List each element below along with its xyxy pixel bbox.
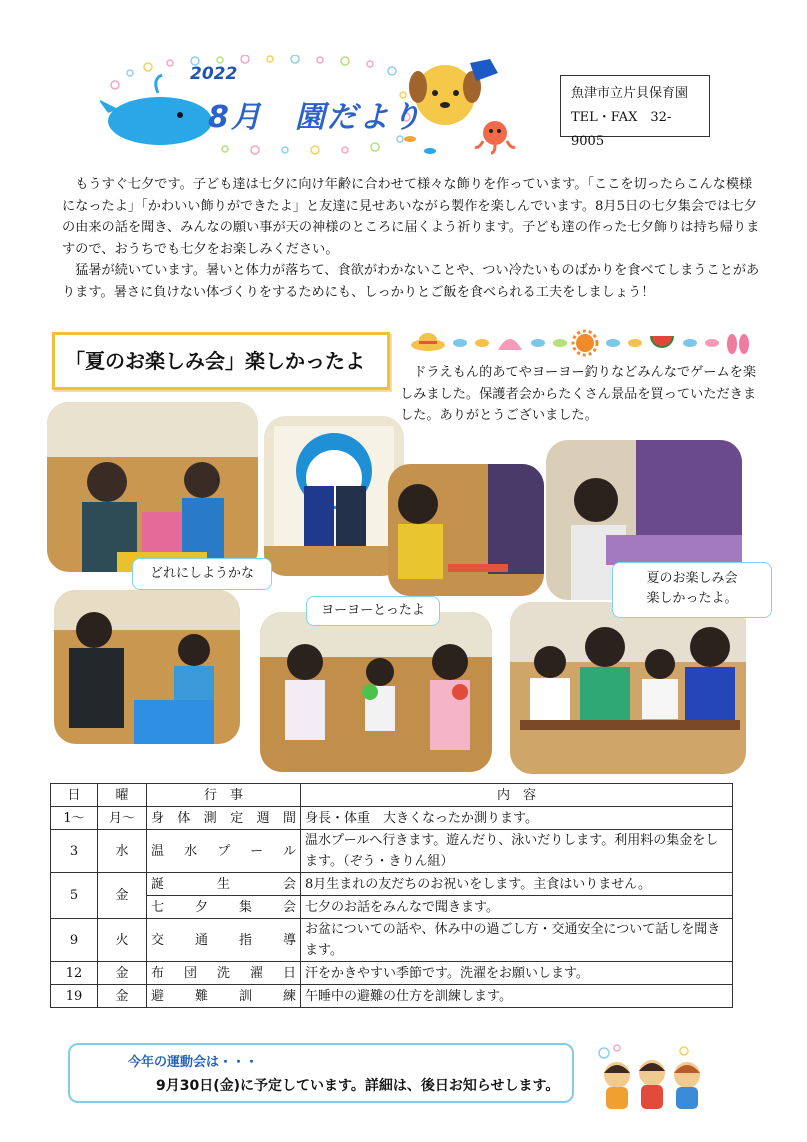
photo-doraemon-target xyxy=(264,416,404,576)
cell-content: お盆についての話や、休み中の過ごし方・交通安全について話しを聞きます。 xyxy=(301,919,733,962)
cell-weekday: 月～ xyxy=(98,807,147,830)
table-row xyxy=(51,830,733,873)
speech-bubble-which: どれにしようかな xyxy=(132,558,272,590)
event-description xyxy=(400,362,768,427)
child-icon xyxy=(604,1062,630,1109)
fish-icon xyxy=(606,339,642,347)
fish-icon xyxy=(683,339,719,347)
cell-day: 3 xyxy=(51,830,98,873)
cell-day: 12 xyxy=(51,962,98,985)
table-row xyxy=(51,807,733,830)
intro-paragraph-2: 猛暑が続いています。暑いと体力が落ちて、食欲がわかないことや、つい冷たいものばかりを食べてしまうことがあります。暑さに負けない体づくりをするためにも、しっかりとご飯を食べられる工夫をしましょう！ xyxy=(62,263,760,300)
bubbles-icon xyxy=(599,1045,688,1058)
cell-content: 身長・体重 大きくなったか測ります。 xyxy=(301,807,733,830)
event-section-title: 「夏のお楽しみ会」楽しかったよ xyxy=(52,332,390,390)
speech-bubble-fun-line1: 夏のお楽しみ会 xyxy=(646,571,738,586)
fish-icon xyxy=(453,339,489,347)
sun-icon xyxy=(573,331,597,355)
cell-event: 七夕集会 xyxy=(147,896,301,919)
cell-weekday: 金 xyxy=(98,962,147,985)
child-icon xyxy=(674,1062,700,1109)
photo-group-bench xyxy=(510,602,746,774)
header-day: 日 xyxy=(51,784,98,807)
school-name: 魚津市立片貝保育園 xyxy=(571,86,689,101)
cell-day: 19 xyxy=(51,985,98,1008)
child-icon xyxy=(639,1060,665,1109)
sandals-icon xyxy=(727,334,749,354)
small-fish-icon xyxy=(404,136,436,154)
event-description-text: ドラえもん的あてやヨーヨー釣りなどみんなでゲームを楽しみました。保護者会からたくさん景品を買っていただきました。ありがとうございました。 xyxy=(400,365,757,423)
table-row xyxy=(51,985,733,1008)
school-info-box xyxy=(560,75,710,149)
cell-content: 8月生まれの友だちのお祝いをします。主食はいりません。 xyxy=(301,873,733,896)
intro-paragraph-1: もうすぐ七夕です。子ども達は七夕に向け年齢に合わせて様々な飾りを作っています。「ここを切ったらこんな模様になったよ」「かわいい飾りができたよ」と友達に見せあいながら製作を楽しんでいます。8月5日の七夕集会では七夕の由来の話を聞き、みんなの願い事が天の神様のところに届くよう祈ります。子ども達の作った七夕飾りは持ち帰りますので、おうちでも七夕をお楽しみください。 xyxy=(62,177,760,257)
school-contact: TEL・FAX 32-9005 xyxy=(571,110,672,149)
octopus-icon xyxy=(475,121,515,153)
notice-body: 9月30日(金)に予定しています。詳細は、後日お知らせします。 xyxy=(156,1078,560,1094)
table-row xyxy=(51,962,733,985)
cell-content: 汗をかきやすい季節です。洗濯をお願いします。 xyxy=(301,962,733,985)
cell-weekday: 火 xyxy=(98,919,147,962)
photo-game-selection xyxy=(47,402,258,572)
cell-weekday: 金 xyxy=(98,873,147,919)
cell-content: 温水プールへ行きます。遊んだり、泳いだりします。利用料の集金をします。（ぞう・きりん組） xyxy=(301,830,733,873)
speech-bubble-fun-line2: 楽しかったよ。 xyxy=(646,591,738,606)
header-event: 行 事 xyxy=(147,784,301,807)
newsletter-title: 8月 園だより xyxy=(208,100,423,135)
cell-weekday: 水 xyxy=(98,830,147,873)
table-header-row xyxy=(51,784,733,807)
photo-yoyo-fishing xyxy=(388,464,544,596)
cell-event: 避難訓練 xyxy=(147,985,301,1008)
notice-heading: 今年の運動会は・・・ xyxy=(128,1055,259,1070)
whale-icon xyxy=(100,75,212,145)
cell-day: 9 xyxy=(51,919,98,962)
cell-content: 七夕のお話をみんなで聞きます。 xyxy=(301,896,733,919)
cell-event: 交通指導 xyxy=(147,919,301,962)
header-weekday: 曜 xyxy=(98,784,147,807)
photo-yoyo-kids xyxy=(260,612,492,772)
cell-event: 身体測定週間 xyxy=(147,807,301,830)
sports-day-notice xyxy=(68,1043,574,1103)
event-schedule-table xyxy=(50,783,733,1008)
cell-event: 温水プール xyxy=(147,830,301,873)
shell-icon xyxy=(498,339,522,350)
fish-icon xyxy=(531,339,567,347)
children-illustration xyxy=(592,1043,712,1113)
table-row xyxy=(51,896,733,919)
summer-decoration-row xyxy=(410,328,755,358)
cell-content: 午睡中の避難の仕方を訓練します。 xyxy=(301,985,733,1008)
table-row xyxy=(51,919,733,962)
cell-event: 布団洗濯日 xyxy=(147,962,301,985)
cell-day: 5 xyxy=(51,873,98,919)
newsletter-year: 2022 xyxy=(190,64,238,84)
photo-choosing-prizes xyxy=(54,590,240,744)
speech-bubble-fun xyxy=(612,562,772,618)
table-row xyxy=(51,873,733,896)
speech-bubble-yoyo: ヨーヨーとったよ xyxy=(306,596,440,626)
watermelon-icon xyxy=(650,336,674,348)
intro-text xyxy=(62,174,762,303)
cell-day: 1～ xyxy=(51,807,98,830)
header-content: 内 容 xyxy=(301,784,733,807)
cell-event: 誕生会 xyxy=(147,873,301,896)
straw-hat-icon xyxy=(411,333,445,351)
cell-weekday: 金 xyxy=(98,985,147,1008)
